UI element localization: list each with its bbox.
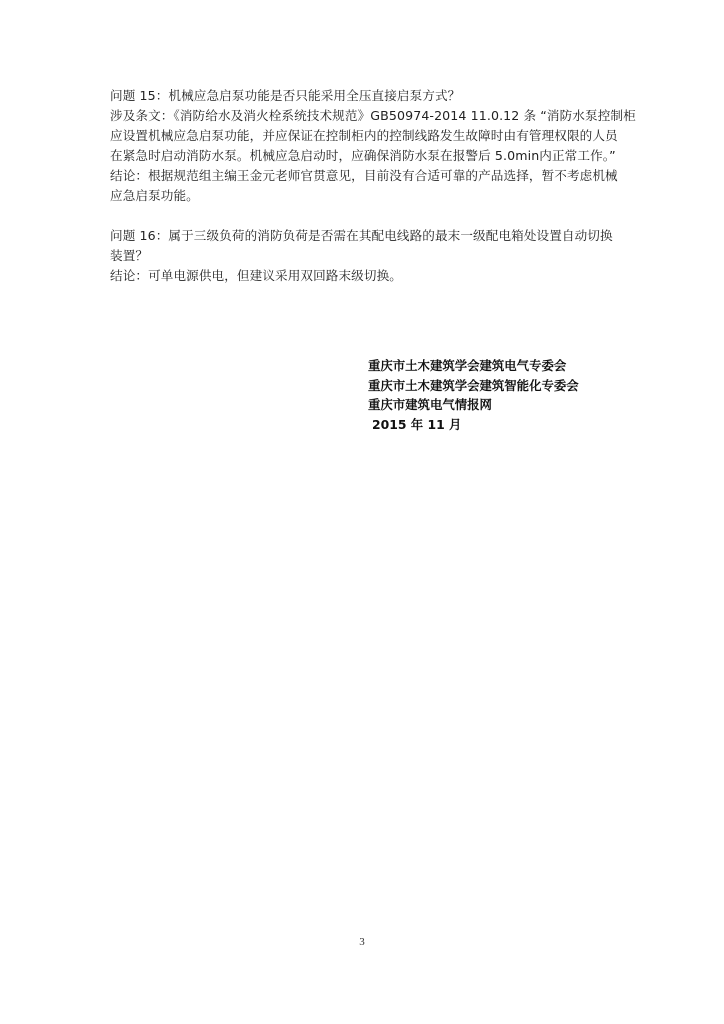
question-16-title-line-2: 装置？ xyxy=(110,248,149,263)
signature-org-electrical: 重庆市土木建筑学会建筑电气专委会 xyxy=(368,358,567,373)
paragraph-gap xyxy=(110,206,630,226)
question-16-conclusion: 结论：可单电源供电，但建议采用双回路末级切换。 xyxy=(110,268,402,283)
question-15-conclusion-line-1: 结论：根据规范组主编王金元老师官贯意见，目前没有合适可靠的产品选择，暂不考虑机械 xyxy=(110,168,618,183)
question-15-clause-line-1: 涉及条文：《消防给水及消火栓系统技术规范》GB50974-2014 11.0.12 条 “消防水泵控制柜 xyxy=(110,108,636,123)
question-15-clause-line-2: 应设置机械应急启泵功能，并应保证在控制柜内的控制线路发生故障时由有管理权限的人员 xyxy=(110,128,618,143)
question-15-block xyxy=(110,86,636,206)
signature-block xyxy=(368,356,579,434)
document-body xyxy=(110,86,636,286)
question-16-title-line-1: 问题 16：属于三级负荷的消防负荷是否需在其配电线路的最末一级配电箱处设置自动切换 xyxy=(110,228,613,243)
signature-org-intelligent: 重庆市土木建筑学会建筑智能化专委会 xyxy=(368,377,579,393)
page-number: 3 xyxy=(359,936,365,948)
question-16-block xyxy=(110,226,630,286)
question-15-title: 问题 15：机械应急启泵功能是否只能采用全压直接启泵方式？ xyxy=(110,88,461,103)
signature-date: 2015 年 11 月 xyxy=(372,416,462,432)
question-15-clause-line-3: 在紧急时启动消防水泵。机械应急启动时，应确保消防水泵在报警后 5.0min内正常工作。” xyxy=(110,148,616,163)
question-15-conclusion-line-2: 应急启泵功能。 xyxy=(110,188,199,203)
signature-org-network: 重庆市建筑电气情报网 xyxy=(368,397,492,412)
